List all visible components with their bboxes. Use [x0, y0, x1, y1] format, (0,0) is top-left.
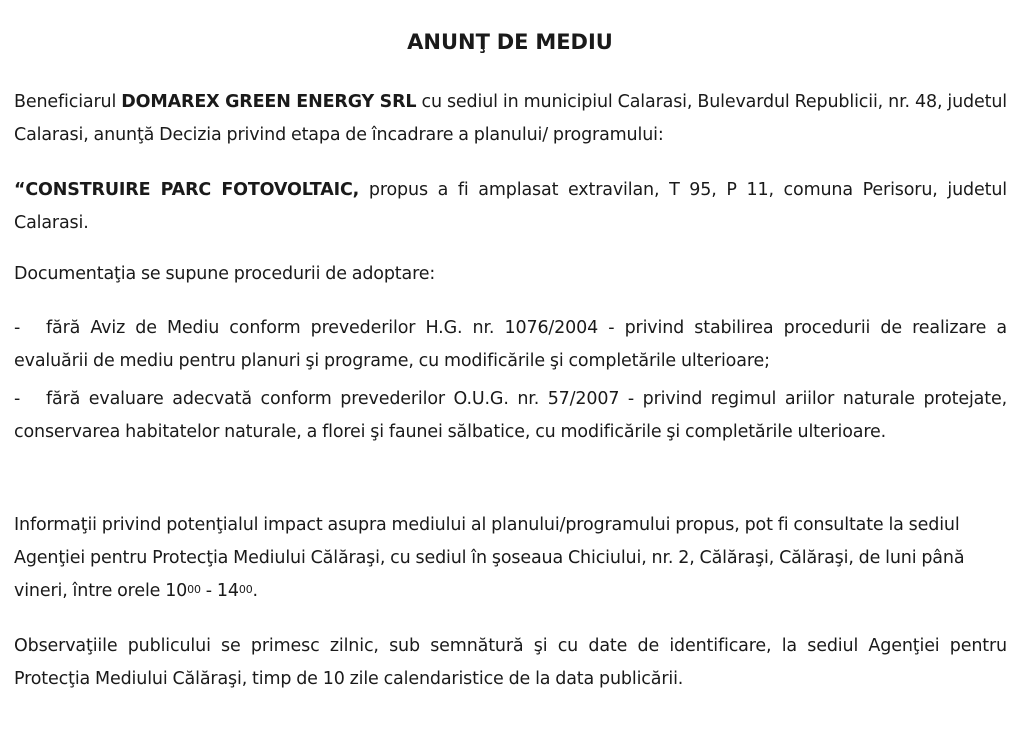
company-name: DOMAREX GREEN ENERGY SRL: [121, 92, 417, 112]
beneficiary-paragraph: [14, 86, 1007, 152]
project-location: propus a fi amplasat extravilan, T 95, P 11, comuna Perisoru, judetul Calarasi.: [14, 180, 1007, 233]
list-item-text: fără Aviz de Mediu conform prevederilor H.G. nr. 1076/2004 - privind stabilirea procedurii de realizare a evaluării de mediu pentru planuri şi programe, cu modificările şi completările ulterioare;: [14, 318, 1007, 371]
hour-separator: - 14: [200, 581, 239, 601]
information-end: .: [252, 581, 258, 601]
hour-start-superscript: 00: [187, 583, 201, 596]
information-text: Informaţii privind potenţialul impact asupra mediului al planului/programului propus, pot fi consultate la sediul Agenţiei pentru Protecţia Mediului Călăraşi, cu sediul în şoseaua Chiciului, nr. 2, Călăraşi, Călăraşi, de luni până vineri, între orele 10: [14, 515, 965, 601]
information-paragraph: [14, 509, 1007, 608]
project-paragraph: [14, 174, 1007, 240]
list-dash: -: [14, 389, 21, 409]
observations-paragraph: Observaţiile publicului se primesc zilnic, sub semnătură şi cu date de identificare, la sediul Agenţiei pentru Protecţia Mediului Călăraşi, timp de 10 zile calendaristice de la data publicării.: [14, 636, 1007, 689]
list-item: [14, 312, 1007, 378]
project-name: “CONSTRUIRE PARC FOTOVOLTAIC,: [14, 180, 360, 200]
list-item: [14, 383, 1007, 449]
hour-end-superscript: 00: [238, 583, 253, 596]
procedure-intro: Documentaţia se supune procedurii de adoptare:: [14, 264, 436, 284]
beneficiary-text: cu sediul in municipiul Calarasi, Bulevardul Republicii, nr. 48, judetul Calarasi, anunţă Decizia privind etapa de încadrare a planului/ programului:: [14, 92, 1007, 145]
notice-title: ANUNŢ DE MEDIU: [407, 30, 613, 54]
beneficiary-intro: Beneficiarul: [14, 92, 122, 112]
list-dash: -: [14, 318, 21, 338]
list-item-text: fără evaluare adecvată conform prevederilor O.U.G. nr. 57/2007 - privind regimul ariilor naturale protejate, conservarea habitatelor naturale, a florei şi faunei sălbatice, cu modificările şi completările ulterioare.: [14, 389, 1007, 442]
